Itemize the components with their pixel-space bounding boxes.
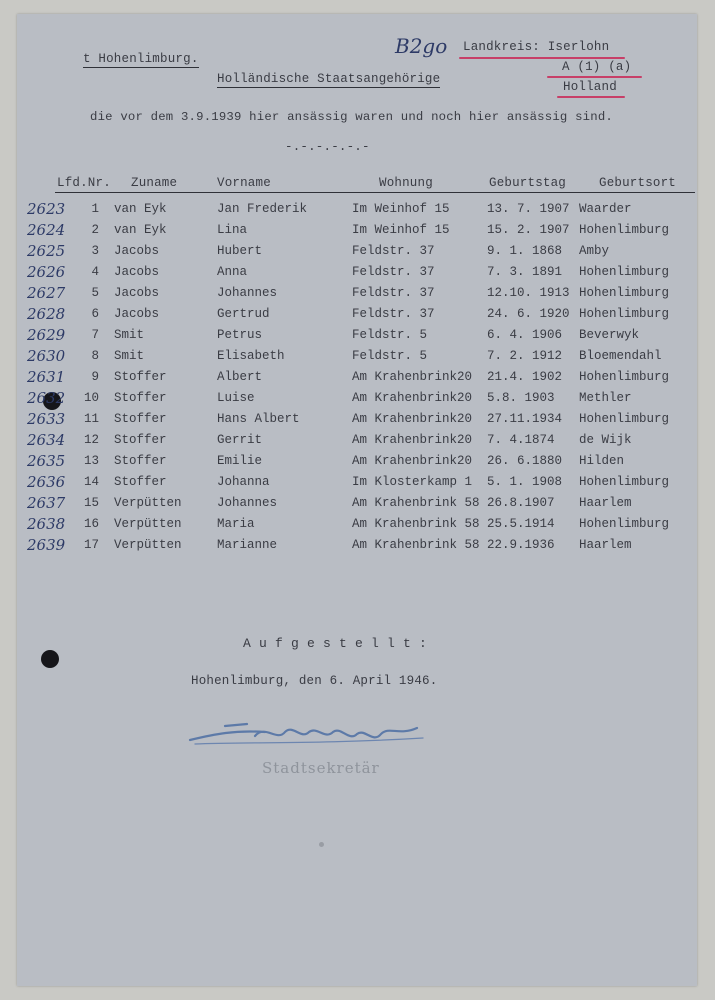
cell-nr: 6 (91, 307, 99, 321)
cell-vorname: Marianne (217, 538, 278, 552)
handwritten-row-number: 2624 (27, 221, 66, 239)
cell-geburtstag: 6. 4. 1906 (487, 328, 563, 342)
cell-nr: 15 (83, 496, 99, 510)
handwritten-row-number: 2628 (27, 305, 66, 323)
cell-zuname: Stoffer (114, 370, 167, 384)
column-header-vorname: Vorname (217, 176, 271, 190)
zone-label: A (1) (a) (562, 60, 632, 74)
cell-geburtstag: 9. 1. 1868 (487, 244, 563, 258)
table-row (17, 370, 697, 391)
handwritten-row-number: 2626 (27, 263, 66, 281)
cell-wohnung: Feldstr. 5 (352, 349, 428, 363)
cell-zuname: Stoffer (114, 412, 167, 426)
cell-wohnung: Am Krahenbrink 58 (352, 538, 480, 552)
cell-geburtsort: Hohenlimburg (579, 223, 670, 237)
cell-zuname: Verpütten (114, 496, 182, 510)
cell-geburtsort: Amby (579, 244, 610, 258)
column-header-wohnung: Wohnung (379, 176, 433, 190)
handwritten-row-number: 2631 (27, 368, 66, 386)
cell-geburtstag: 21.4. 1902 (487, 370, 563, 384)
cell-wohnung: Feldstr. 37 (352, 286, 435, 300)
cell-zuname: Jacobs (114, 307, 160, 321)
cell-zuname: Jacobs (114, 286, 160, 300)
cell-geburtsort: Hohenlimburg (579, 475, 670, 489)
cell-nr: 14 (83, 475, 99, 489)
cell-nr: 10 (83, 391, 99, 405)
column-header-zuname: Zuname (131, 176, 178, 190)
cell-zuname: Smit (114, 349, 145, 363)
cell-geburtsort: Hohenlimburg (579, 412, 670, 426)
cell-zuname: Stoffer (114, 391, 167, 405)
cell-wohnung: Feldstr. 37 (352, 307, 435, 321)
cell-zuname: van Eyk (114, 223, 167, 237)
red-underline (459, 57, 625, 59)
table-row (17, 328, 697, 349)
cell-wohnung: Feldstr. 5 (352, 328, 428, 342)
cell-nr: 2 (91, 223, 99, 237)
cell-geburtsort: Bloemendahl (579, 349, 662, 363)
table-row (17, 475, 697, 496)
cell-geburtsort: Hohenlimburg (579, 517, 670, 531)
cell-wohnung: Am Krahenbrink20 (352, 412, 473, 426)
table-row (17, 517, 697, 538)
punch-hole-bottom (41, 650, 59, 668)
cell-vorname: Lina (217, 223, 248, 237)
cell-wohnung: Im Weinhof 15 (352, 202, 450, 216)
handwritten-row-number: 2639 (27, 536, 66, 554)
table-row (17, 433, 697, 454)
cell-geburtstag: 15. 2. 1907 (487, 223, 570, 237)
cell-wohnung: Am Krahenbrink 58 (352, 496, 480, 510)
table-row (17, 265, 697, 286)
cell-nr: 11 (83, 412, 99, 426)
office-heading: t Hohenlimburg. (83, 52, 199, 66)
cell-zuname: Jacobs (114, 244, 160, 258)
cell-zuname: van Eyk (114, 202, 167, 216)
column-header-nr: Lfd.Nr. (57, 176, 111, 190)
resident-table (17, 202, 697, 582)
cell-vorname: Jan Frederik (217, 202, 308, 216)
cell-geburtsort: Methler (579, 391, 632, 405)
cell-wohnung: Feldstr. 37 (352, 244, 435, 258)
table-row (17, 391, 697, 412)
cell-wohnung: Am Krahenbrink20 (352, 391, 473, 405)
handwritten-row-number: 2627 (27, 284, 66, 302)
cell-vorname: Gerrit (217, 433, 263, 447)
handwritten-row-number: 2633 (27, 410, 66, 428)
cell-nr: 9 (91, 370, 99, 384)
cell-zuname: Jacobs (114, 265, 160, 279)
cell-nr: 4 (91, 265, 99, 279)
country-label: Holland (563, 80, 617, 94)
cell-vorname: Hubert (217, 244, 263, 258)
cell-geburtstag: 5.8. 1903 (487, 391, 555, 405)
cell-geburtstag: 24. 6. 1920 (487, 307, 570, 321)
handwritten-row-number: 2625 (27, 242, 66, 260)
handwritten-row-number: 2636 (27, 473, 66, 491)
cell-vorname: Luise (217, 391, 255, 405)
cell-vorname: Elisabeth (217, 349, 285, 363)
cell-vorname: Gertrud (217, 307, 270, 321)
table-row (17, 412, 697, 433)
cell-vorname: Hans Albert (217, 412, 300, 426)
cell-nr: 13 (83, 454, 99, 468)
cell-wohnung: Am Krahenbrink 58 (352, 517, 480, 531)
handwritten-row-number: 2629 (27, 326, 66, 344)
cell-geburtsort: Haarlem (579, 496, 632, 510)
cell-geburtstag: 12.10. 1913 (487, 286, 570, 300)
cell-wohnung: Im Klosterkamp 1 (352, 475, 473, 489)
separator-line: -.-.-.-.-.- (285, 140, 370, 154)
paper-mark (319, 842, 324, 847)
cell-wohnung: Am Krahenbrink20 (352, 454, 473, 468)
cell-nr: 5 (91, 286, 99, 300)
handwritten-row-number: 2638 (27, 515, 66, 533)
cell-zuname: Stoffer (114, 433, 167, 447)
cell-vorname: Anna (217, 265, 248, 279)
cell-nr: 16 (83, 517, 99, 531)
cell-geburtsort: Hohenlimburg (579, 265, 670, 279)
document-page (17, 14, 697, 986)
table-row (17, 496, 697, 517)
cell-geburtsort: Hohenlimburg (579, 286, 670, 300)
cell-geburtsort: Hilden (579, 454, 625, 468)
cell-zuname: Stoffer (114, 475, 167, 489)
document-subtitle: die vor dem 3.9.1939 hier ansässig waren und noch hier ansässig sind. (90, 110, 613, 124)
cell-geburtsort: Beverwyk (579, 328, 640, 342)
cell-vorname: Johanna (217, 475, 270, 489)
handwritten-row-number: 2634 (27, 431, 66, 449)
district-label: Landkreis: Iserlohn (463, 40, 610, 54)
table-row (17, 538, 697, 559)
column-header-geburtsort: Geburtsort (599, 176, 677, 190)
cell-vorname: Petrus (217, 328, 263, 342)
cell-wohnung: Am Krahenbrink20 (352, 370, 473, 384)
cell-nr: 3 (91, 244, 99, 258)
handwritten-reference: B2go (395, 34, 448, 58)
handwritten-row-number: 2635 (27, 452, 66, 470)
cell-geburtsort: de Wijk (579, 433, 632, 447)
cell-geburtstag: 7. 3. 1891 (487, 265, 563, 279)
cell-geburtstag: 5. 1. 1908 (487, 475, 563, 489)
cell-vorname: Johannes (217, 286, 278, 300)
table-row (17, 244, 697, 265)
red-underline (547, 76, 642, 78)
cell-nr: 17 (83, 538, 99, 552)
handwritten-row-number: 2630 (27, 347, 66, 365)
cell-zuname: Verpütten (114, 538, 182, 552)
cell-wohnung: Am Krahenbrink20 (352, 433, 473, 447)
cell-geburtstag: 26.8.1907 (487, 496, 555, 510)
cell-wohnung: Im Weinhof 15 (352, 223, 450, 237)
cell-geburtstag: 27.11.1934 (487, 412, 563, 426)
cell-geburtstag: 7. 2. 1912 (487, 349, 563, 363)
place-and-date: Hohenlimburg, den 6. April 1946. (191, 674, 438, 688)
red-underline (557, 96, 625, 98)
cell-zuname: Verpütten (114, 517, 182, 531)
cell-nr: 12 (83, 433, 99, 447)
table-row (17, 223, 697, 244)
handwritten-row-number: 2632 (27, 389, 66, 407)
signature (185, 714, 435, 754)
table-row (17, 202, 697, 223)
cell-geburtstag: 26. 6.1880 (487, 454, 563, 468)
cell-geburtsort: Hohenlimburg (579, 307, 670, 321)
handwritten-row-number: 2637 (27, 494, 66, 512)
cell-nr: 1 (91, 202, 99, 216)
table-row (17, 454, 697, 475)
table-row (17, 307, 697, 328)
table-row (17, 349, 697, 370)
cell-vorname: Johannes (217, 496, 278, 510)
cell-geburtstag: 13. 7. 1907 (487, 202, 570, 216)
cell-vorname: Maria (217, 517, 255, 531)
column-header-geburtstag: Geburtstag (489, 176, 567, 190)
official-stamp-text: Stadtsekretär (262, 759, 380, 777)
cell-vorname: Emilie (217, 454, 263, 468)
cell-wohnung: Feldstr. 37 (352, 265, 435, 279)
aufgestellt-label: A u f g e s t e l l t : (243, 636, 428, 651)
cell-geburtstag: 7. 4.1874 (487, 433, 555, 447)
cell-geburtsort: Hohenlimburg (579, 370, 670, 384)
cell-nr: 8 (91, 349, 99, 363)
cell-zuname: Stoffer (114, 454, 167, 468)
cell-vorname: Albert (217, 370, 263, 384)
cell-geburtsort: Haarlem (579, 538, 632, 552)
cell-geburtstag: 25.5.1914 (487, 517, 555, 531)
document-title: Holländische Staatsangehörige (217, 72, 441, 86)
handwritten-row-number: 2623 (27, 200, 66, 218)
cell-nr: 7 (91, 328, 99, 342)
header-rule (55, 192, 695, 193)
cell-geburtstag: 22.9.1936 (487, 538, 555, 552)
table-row (17, 286, 697, 307)
cell-geburtsort: Waarder (579, 202, 632, 216)
cell-zuname: Smit (114, 328, 145, 342)
